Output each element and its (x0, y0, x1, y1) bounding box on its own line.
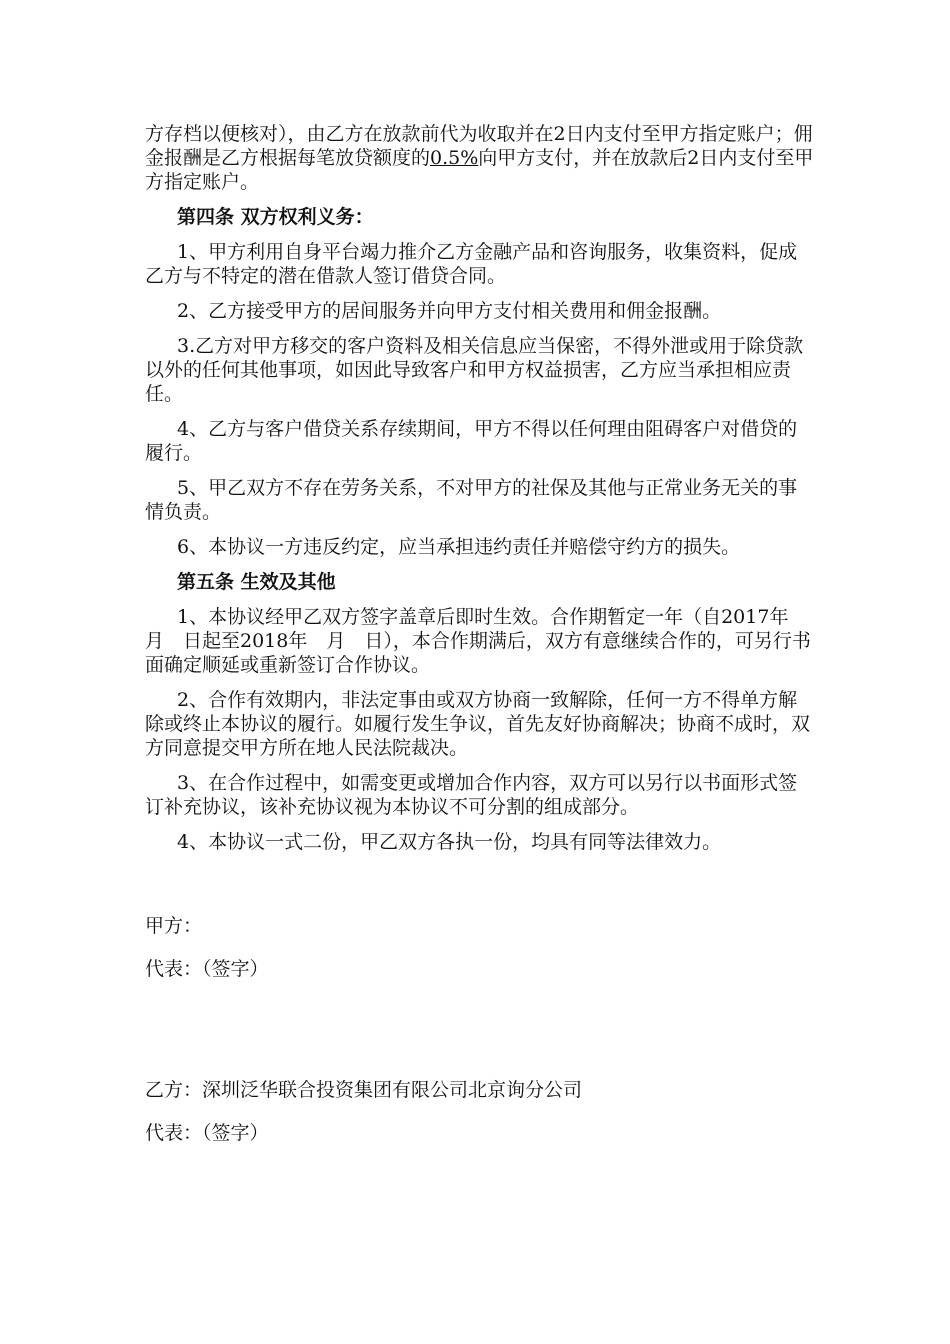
party-a-label: 甲方： (145, 915, 203, 937)
party-b-representative: 代表：（签字） (145, 1122, 269, 1144)
article-5-item: 3、在合作过程中，如需变更或增加合作内容，双方可以另行以书面形式签订补充协议，该补充协议视为本协议不可分割的组成部分。 (145, 772, 798, 818)
intro-paragraph (145, 122, 815, 194)
article-4-item: 6、本协议一方违反约定，应当承担违约责任并赔偿守约方的损失。 (177, 536, 741, 558)
article-4-item: 1、甲方利用自身平台竭力推介乙方金融产品和咨询服务，收集资料，促成乙方与不特定的潜在借款人签订借贷合同。 (145, 241, 798, 287)
article-5-title: 第五条 生效及其他 (177, 571, 336, 593)
intro-text-after: 向甲方支付，并在放款后2日内支付至甲方指定账户。 (145, 147, 814, 193)
party-a-signature-block (145, 914, 815, 981)
article-4-item: 4、乙方与客户借贷关系存续期间，甲方不得以任何理由阻碍客户对借贷的履行。 (145, 418, 798, 464)
intro-text-before: 方存档以便核对），由乙方在放款前代为收取并在2日内支付至甲方指定账户；佣金报酬是乙方根据每笔放贷额度的 (145, 123, 813, 169)
article-4-title: 第四条 双方权利义务： (177, 206, 374, 228)
article-4-item: 2、乙方接受甲方的居间服务并向甲方支付相关费用和佣金报酬。 (177, 300, 722, 322)
party-b-label: 乙方：深圳泛华联合投资集团有限公司北京询分公司 (145, 1079, 583, 1101)
commission-rate: 0.5% (430, 147, 479, 169)
article-5-item: 1、本协议经甲乙双方签字盖章后即时生效。合作期暂定一年（自2017年 月 日起至2018年 月 日），本合作期满后，双方有意继续合作的，可另行书面确定顺延或重新签订合作协议。 (145, 606, 811, 676)
article-5-item: 4、本协议一式二份，甲乙双方各执一份，均具有同等法律效力。 (177, 831, 722, 853)
article-4-item: 5、甲乙双方不存在劳务关系，不对甲方的社保及其他与正常业务无关的事情负责。 (145, 477, 798, 523)
party-b-signature-block (145, 1078, 815, 1145)
article-5-item: 2、合作有效期内，非法定事由或双方协商一致解除，任何一方不得单方解除或终止本协议的履行。如履行发生争议，首先友好协商解决；协商不成时，双方同意提交甲方所在地人民法院裁决。 (145, 689, 811, 759)
party-a-representative: 代表：（签字） (145, 958, 269, 980)
article-4-item: 3.乙方对甲方移交的客户资料及相关信息应当保密，不得外泄或用于除贷款以外的任何其他事项，如因此导致客户和甲方权益损害，乙方应当承担相应责任。 (145, 335, 804, 405)
contract-page (145, 122, 815, 1145)
